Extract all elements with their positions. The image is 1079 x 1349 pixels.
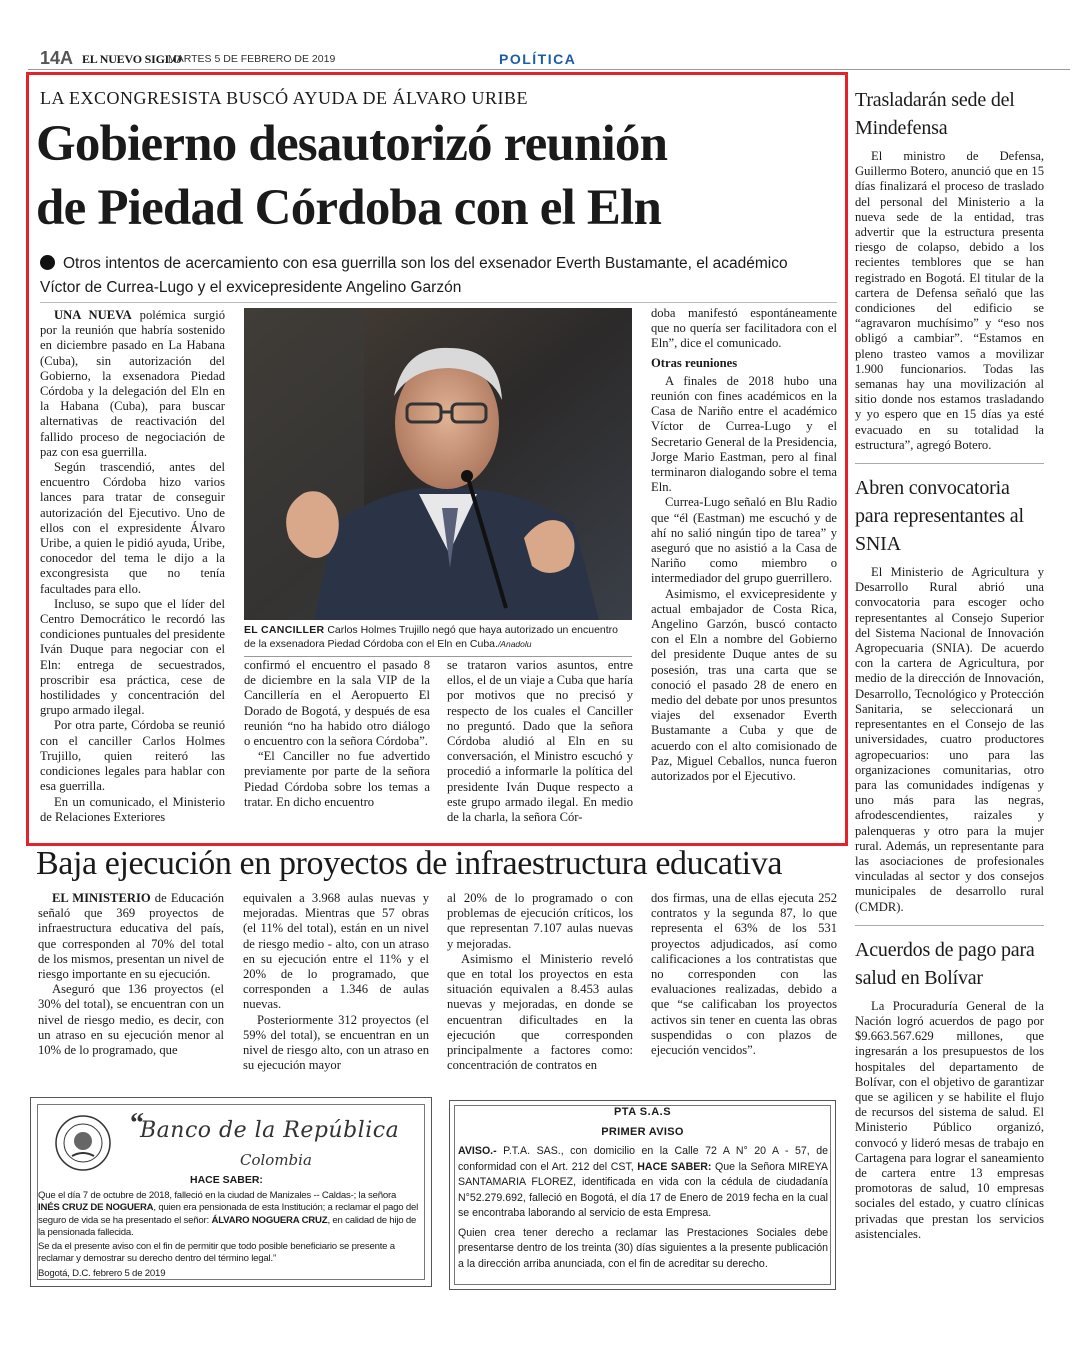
bullet-icon: [40, 255, 55, 270]
paragraph: En un comunicado, el Ministerio de Relaciones Exteriores: [40, 794, 225, 824]
name: ÁLVARO NOGUERA CRUZ: [211, 1214, 328, 1226]
paragraph: al 20% de lo programado o con problemas de ejecución críticos, los que representan 7.107 aulas nuevas y mejoradas.: [447, 891, 633, 951]
section-title: POLÍTICA: [499, 51, 577, 67]
text: Bogotá, D.C. febrero 5 de 2019: [38, 1267, 166, 1279]
sidebar-rule: [855, 463, 1044, 464]
second-headline: Baja ejecución en proyectos de infraestructura educativa: [36, 845, 783, 882]
story-deck: [40, 252, 830, 300]
story-kicker: LA EXCONGRESISTA BUSCÓ AYUDA DE ÁLVARO URIBE: [40, 88, 528, 108]
lead-in: UNA NUEVA: [54, 308, 132, 322]
main-col-2: [244, 658, 430, 810]
paragraph: confirmó el encuentro el pasado 8 de diciembre en la sala VIP de la Cancillería en el Aeropuerto El Dorado de Bogotá, y después de esa reunión “no ha habido otro diálogo o encuentro con la señora Córdoba”.: [244, 658, 430, 749]
subhead: Otras reuniones: [651, 355, 738, 370]
paper-name: EL NUEVO SIGLO: [82, 52, 182, 66]
bank-seal-icon: [54, 1114, 112, 1172]
bank-country: Colombia: [240, 1151, 312, 1169]
label: HACE SABER:: [637, 1160, 712, 1173]
paragraph: Asimismo el Ministerio reveló que en total los proyectos en esta situación equivalen a 8.453 aulas nuevas y mejoradas, en donde se encuentran dificultades en la ejecución que corresponden principalmente a factores como: concentración de contratos en: [447, 951, 633, 1073]
edu-col-1: [38, 891, 224, 1058]
sidebar-text: [855, 999, 1044, 1242]
paragraph: doba manifestó espontáneamente que no quería ser facilitadora con el Eln”, dice el comunicado.: [651, 306, 837, 351]
deck-rule: [40, 302, 837, 303]
paragraph: dos firmas, una de ellas ejecuta 252 contratos y la segunda 87, lo que representa el 63% de los 531 proyectos adjudicados, así como calificaciones a los contratistas que no corresponden con las evaluaciones realizadas, debido a que “se calificaban los proyectos activos sin tener en cuenta las obras suspendidas o con plazos de ejecución vencidos”.: [651, 891, 837, 1058]
main-col-4: [651, 306, 837, 784]
hace-saber: HACE SABER:: [190, 1174, 263, 1186]
quote-mark: “: [130, 1108, 144, 1139]
paragraph: Asimismo, el exvicepresidente y actual embajador de Costa Rica, Angelino Garzón, buscó contacto con el Eln a nombre del Gobierno del presidente Duque antes de su posesión, tras una carta que se conoció el pasado 28 de enero en medio del debate por unos presuntos viajes del exsenador Everth Bustamante a Cuba y que de acuerdo con el alto comisionado de Paz, Miguel Ceballos, nunca fueron autorizados por el Ejecutivo.: [651, 586, 837, 784]
caption-label: EL CANCILLER: [244, 624, 325, 636]
pta-notice-text: [458, 1144, 828, 1276]
sidebar-headline: Acuerdos de pago para salud en Bolívar: [855, 938, 1035, 989]
paragraph: Aseguró que 136 proyectos (el 30% del total), se encuentran con un nivel de riesgo medio, es decir, con un atraso en su ejecución menor al 10% de lo programado, que: [38, 982, 224, 1058]
paragraph: se trataron varios asuntos, entre ellos, el de un viaje a Cuba que haría por motivos que no precisó y respecto de los cuales el Canciller no preguntó. Dado que la señora Córdoba aludió al Eln en su conversación, el Ministro escuchó y procedió a informarle la política del presidente Iván Duque respecto a este grupo armado ilegal. En medio de la charla, la señora Cór-: [447, 658, 633, 825]
paragraph: Por otra parte, Córdoba se reunió con el canciller Carlos Holmes Trujillo, quien reiteró las condiciones legales para hablar con esa guerrilla.: [40, 718, 225, 794]
main-col-1: [40, 308, 225, 825]
paragraph: A finales de 2018 hubo una reunión con fines académicos en la Casa de Nariño entre el académico Víctor de Currea-Lugo y el Secretario General de la Presidencia, Jorge Mario Eastman, pero al final terminaron dialogando sobre el tema Eln.: [651, 373, 837, 495]
paragraph: polémica surgió por la reunión que habría sostenido en diciembre pasado en La Habana (Cuba), sin autorización del Gobierno, la exsenadora Piedad Córdoba y la delegación del Eln en la Habana (Cuba), para buscar alternativas de reactivación del fallido proceso de negociación de paz con esa guerrilla.: [40, 308, 225, 459]
photo-credit: /Anadolu: [497, 638, 532, 649]
edu-col-4: [651, 891, 837, 1058]
paragraph: El Ministerio de Agricultura y Desarrollo Rural abrió una convocatoria para escoger ocho representantes al Consejo Superior del Sistema Nacional de Innovación Agropecuaria (SNIA). De acuerdo con la cartera de Agricultura, por medio de la dirección de Innovación, Desarrollo, Tecnológico y Protección Sanitaria, se seleccionará un representantes en el Consejo de las universidades, cuatro productores agropecuarios: uno para las organizaciones comunitarias, otro para las comunidades indígenas y uno más para las negras, afrodescendientes, raizales y palenqueras y otro para la mujer rural. Además, un representante para las asociaciones de profesionales vinculadas al sector y dos consejos municipales de desarrollo rural (CMDR).: [855, 565, 1044, 914]
bank-name: Banco de la República: [140, 1118, 400, 1143]
sidebar-text: [855, 149, 1044, 453]
pta-title: PTA S.A.S: [613, 1106, 672, 1118]
paragraph: de Educación señaló que 369 proyectos de infraestructura educativa del país, que corresponden al 70% del total de los mismos, presentan un nivel de riesgo importante en su ejecución.: [38, 891, 224, 982]
text: Que la Señora MIREYA SANTAMARIA FLOREZ, identificada en vida con la cédula de ciudadanía N°52.279.692, falleció en Bogotá, el día 17 de Enero de 2019 fecha en la cual se encontraba laborando al servicio de esta Empresa.: [458, 1160, 828, 1219]
sidebar-headline: Abren convocatoria para representantes al SNIA: [855, 477, 1024, 556]
photo-illustration: [244, 308, 632, 620]
edu-col-2: [243, 891, 429, 1073]
edition-date: MARTES 5 DE FEBRERO DE 2019: [168, 53, 336, 65]
pta-subtitle: PRIMER AVISO: [601, 1126, 684, 1138]
caption-text: Carlos Holmes Trujillo negó que haya autorizado un encuentro de la exsenadora Piedad Córdoba con el Eln en Cuba.: [244, 624, 619, 650]
page-number: 14A: [40, 48, 74, 68]
text: Quien crea tener derecho a reclamar las Prestaciones Sociales debe presentarse dentro de los treinta (30) días siguientes a la presente publicación a la dirección arriba anunciada, con el fin de acreditar su derecho.: [458, 1226, 828, 1270]
text: , en calidad de hijo de la pensionada fallecida.: [38, 1214, 417, 1238]
paragraph: La Procuraduría General de la Nación logró acuerdos de pago por $9.663.567.629 millones, que ingresarán a los presupuestos de los hospitales del departamento de Bolívar, con el objetivo de garantizar que se agilicen y se habilite el flujo de recursos del sistema de salud. El Ministerio Público organizó, convocó y lideró mesas de trabajo en Cartagena para lograr el saneamiento de cartera entre 13 empresas promotoras de salud, 10 empresas sociales del estado, y cuatro clínicas privadas que prestan los servicios asistenciales.: [855, 998, 1044, 1241]
label: AVISO.-: [458, 1145, 497, 1157]
name: INÉS CRUZ DE NOGUERA: [38, 1202, 154, 1214]
main-col-3: [447, 658, 633, 825]
headline-line-1: Gobierno desautorizó reunión: [36, 116, 668, 172]
sidebar-headline: Trasladarán sede del Mindefensa: [855, 89, 1015, 139]
text: , quien era pensionada de esta Institución; a reclamar el pago del seguro de vida se ha presentado el señor:: [38, 1202, 419, 1226]
caption-rule: [244, 656, 632, 657]
lead-in: EL MINISTERIO: [52, 891, 151, 905]
header-rule: [28, 69, 1070, 70]
paragraph: Incluso, se supo que el líder del Centro Democrático le recordó las condiciones puntuales del presidente Iván Duque para negociar con el Eln: entrega de secuestrados, proscribir esa práctica, cese de hostilidades y concentración del grupo armado ilegal.: [40, 596, 226, 718]
paragraph: “El Canciller no fue advertido previamente por parte de la señora Piedad Córdoba sobre los temas a tratar. En dicho encuentro: [244, 749, 430, 809]
deck-text: Otros intentos de acercamiento con esa guerrilla son los del exsenador Everth Bustamante, el académico Víctor de Currea-Lugo y el exvicepresidente Angelino Garzón: [40, 255, 788, 296]
paragraph: Posteriormente 312 proyectos (el 59% del total), se encuentran en un nivel de riesgo alto, con un atraso en su ejecución mayor: [243, 1012, 429, 1073]
edu-col-3: [447, 891, 633, 1073]
main-headline: [36, 112, 826, 240]
photo-caption: [244, 624, 632, 651]
canciller-photo: [244, 308, 632, 620]
text: Que el día 7 de octubre de 2018, falleció en la ciudad de Manizales -- Caldas-; la señora: [38, 1190, 397, 1201]
paragraph: El ministro de Defensa, Guillermo Botero, anunció que en 15 días finalizará el proceso de traslado del personal del Ministerio a la nueva sede de la entidad, tras advertir que la estructura presenta riesgo de colapso, debido a los recientes temblores que se han registrado en Bogotá. El titular de la cartera de Defensa señaló que las condiciones del edificio se “agravaron muchísimo” y “eso nos obligó a cambiar”. “Estamos en pleno trasteo vamos a movilizar 1.900 funcionarios. Todas las semanas hay una movilización al sitio donde nos estamos trasladando y yo espero que en 15 días ya esté evacuado en su totalidad la estructura”, agregó Botero.: [855, 149, 1044, 452]
paragraph: Currea-Lugo señaló en Blu Radio que “él (Eastman) me escuchó y de ahí no salió ningún tipo de tarea” y aseguró que no asistió a la Casa de Nariño como miembro o intermediador del grupo guerrillero.: [651, 495, 837, 586]
text: P.T.A. SAS., con domicilio en la Calle 72 A N° 20 A - 57, de conformidad con el Art. 212 del CST,: [458, 1145, 828, 1173]
bank-notice-text: [38, 1190, 420, 1282]
sidebar-text: [855, 565, 1044, 915]
paragraph: Según trascendió, antes del encuentro Córdoba hizo varios lances para tratar de conseguir autorización del Ejecutivo. Uno de ellos con el expresidente Álvaro Uribe, a quien le pidió ayuda, Uribe, conocedor del tema le dijo a la excongresista que no tenía facultades para ello.: [40, 460, 225, 596]
headline-line-2: de Piedad Córdoba con el Eln: [36, 180, 662, 236]
sidebar-rule: [855, 925, 1044, 926]
text: Se da el presente aviso con el fin de permitir que todo posible beneficiario se presente a reclamar y demostrar su derecho dentro del término legal.”: [38, 1241, 395, 1265]
paragraph: equivalen a 3.968 aulas nuevas y mejoradas. Mientras que 57 obras (el 11% del total), están en un nivel de riesgo medio - alto, con un atraso en su ejecución entre el 11% y el 20% de lo programado, que corresponden a 1.346 de aulas nuevas.: [243, 891, 429, 1012]
sidebar: [848, 72, 1044, 1242]
